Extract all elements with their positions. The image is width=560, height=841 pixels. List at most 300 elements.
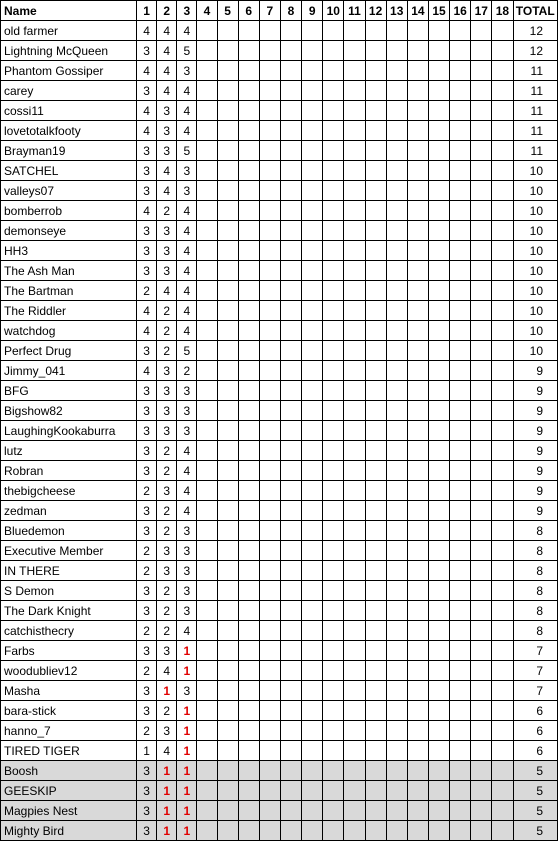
total-cell: 10 (513, 181, 558, 201)
score-cell: 4 (157, 81, 177, 101)
score-cell: 3 (136, 181, 156, 201)
round-column-header: 13 (386, 1, 407, 21)
empty-score-cell (259, 441, 280, 461)
empty-score-cell (259, 561, 280, 581)
empty-score-cell (365, 581, 386, 601)
table-row (1, 701, 558, 721)
empty-score-cell (302, 421, 323, 441)
empty-score-cell (217, 321, 238, 341)
empty-score-cell (471, 401, 492, 421)
empty-score-cell (365, 101, 386, 121)
empty-score-cell (450, 41, 471, 61)
score-cell: 1 (177, 701, 197, 721)
round-column-header: 10 (323, 1, 344, 21)
empty-score-cell (471, 361, 492, 381)
empty-score-cell (259, 741, 280, 761)
empty-score-cell (365, 161, 386, 181)
empty-score-cell (323, 201, 344, 221)
empty-score-cell (344, 341, 365, 361)
score-cell: 3 (136, 81, 156, 101)
score-cell: 4 (157, 281, 177, 301)
table-row (1, 281, 558, 301)
empty-score-cell (280, 741, 301, 761)
player-name-cell: Farbs (1, 641, 137, 661)
empty-score-cell (407, 561, 428, 581)
player-name-cell: bomberrob (1, 201, 137, 221)
empty-score-cell (365, 301, 386, 321)
player-name-cell: watchdog (1, 321, 137, 341)
empty-score-cell (450, 461, 471, 481)
empty-score-cell (323, 781, 344, 801)
empty-score-cell (492, 41, 513, 61)
score-cell: 1 (177, 781, 197, 801)
empty-score-cell (217, 41, 238, 61)
empty-score-cell (280, 541, 301, 561)
score-cell: 4 (177, 221, 197, 241)
empty-score-cell (344, 181, 365, 201)
empty-score-cell (365, 281, 386, 301)
empty-score-cell (197, 401, 217, 421)
empty-score-cell (323, 101, 344, 121)
empty-score-cell (238, 161, 259, 181)
empty-score-cell (344, 381, 365, 401)
empty-score-cell (386, 521, 407, 541)
empty-score-cell (365, 341, 386, 361)
empty-score-cell (280, 301, 301, 321)
empty-score-cell (386, 421, 407, 441)
empty-score-cell (386, 221, 407, 241)
empty-score-cell (302, 141, 323, 161)
table-row (1, 521, 558, 541)
empty-score-cell (492, 621, 513, 641)
total-cell: 5 (513, 761, 558, 781)
empty-score-cell (344, 41, 365, 61)
empty-score-cell (280, 801, 301, 821)
score-cell: 4 (177, 101, 197, 121)
empty-score-cell (365, 261, 386, 281)
empty-score-cell (492, 541, 513, 561)
empty-score-cell (365, 461, 386, 481)
score-cell: 1 (157, 781, 177, 801)
score-cell: 1 (177, 821, 197, 841)
score-cell: 3 (136, 381, 156, 401)
empty-score-cell (280, 521, 301, 541)
empty-score-cell (302, 81, 323, 101)
empty-score-cell (197, 521, 217, 541)
empty-score-cell (471, 581, 492, 601)
score-cell: 4 (177, 621, 197, 641)
score-cell: 1 (157, 681, 177, 701)
empty-score-cell (344, 501, 365, 521)
score-cell: 2 (136, 481, 156, 501)
empty-score-cell (471, 21, 492, 41)
empty-score-cell (280, 141, 301, 161)
empty-score-cell (365, 601, 386, 621)
empty-score-cell (428, 41, 449, 61)
empty-score-cell (280, 761, 301, 781)
empty-score-cell (365, 701, 386, 721)
empty-score-cell (407, 541, 428, 561)
empty-score-cell (450, 741, 471, 761)
table-row (1, 401, 558, 421)
empty-score-cell (471, 601, 492, 621)
score-cell: 3 (177, 181, 197, 201)
empty-score-cell (280, 721, 301, 741)
empty-score-cell (217, 221, 238, 241)
empty-score-cell (217, 701, 238, 721)
empty-score-cell (238, 321, 259, 341)
score-cell: 3 (177, 541, 197, 561)
empty-score-cell (428, 141, 449, 161)
empty-score-cell (197, 61, 217, 81)
empty-score-cell (344, 261, 365, 281)
empty-score-cell (280, 641, 301, 661)
empty-score-cell (492, 221, 513, 241)
empty-score-cell (450, 61, 471, 81)
round-column-header: 12 (365, 1, 386, 21)
empty-score-cell (407, 721, 428, 741)
empty-score-cell (492, 681, 513, 701)
player-name-cell: The Ash Man (1, 261, 137, 281)
empty-score-cell (259, 41, 280, 61)
empty-score-cell (365, 661, 386, 681)
round-column-header: 8 (280, 1, 301, 21)
score-cell: 3 (136, 141, 156, 161)
empty-score-cell (450, 701, 471, 721)
score-cell: 4 (157, 741, 177, 761)
score-cell: 3 (177, 561, 197, 581)
empty-score-cell (407, 521, 428, 541)
score-cell: 4 (157, 21, 177, 41)
empty-score-cell (492, 741, 513, 761)
empty-score-cell (323, 221, 344, 241)
score-cell: 2 (136, 281, 156, 301)
empty-score-cell (217, 441, 238, 461)
empty-score-cell (197, 441, 217, 461)
empty-score-cell (217, 761, 238, 781)
empty-score-cell (197, 261, 217, 281)
empty-score-cell (407, 421, 428, 441)
empty-score-cell (450, 621, 471, 641)
empty-score-cell (365, 781, 386, 801)
empty-score-cell (344, 81, 365, 101)
empty-score-cell (217, 281, 238, 301)
score-cell: 4 (177, 481, 197, 501)
empty-score-cell (386, 441, 407, 461)
empty-score-cell (365, 121, 386, 141)
empty-score-cell (259, 281, 280, 301)
empty-score-cell (217, 341, 238, 361)
score-cell: 3 (157, 401, 177, 421)
empty-score-cell (386, 481, 407, 501)
empty-score-cell (217, 601, 238, 621)
empty-score-cell (386, 661, 407, 681)
empty-score-cell (280, 621, 301, 641)
empty-score-cell (238, 501, 259, 521)
empty-score-cell (492, 101, 513, 121)
score-cell: 3 (136, 801, 156, 821)
empty-score-cell (238, 441, 259, 461)
empty-score-cell (344, 301, 365, 321)
score-cell: 1 (177, 661, 197, 681)
empty-score-cell (259, 501, 280, 521)
table-row (1, 801, 558, 821)
empty-score-cell (386, 81, 407, 101)
table-row (1, 821, 558, 841)
empty-score-cell (344, 461, 365, 481)
empty-score-cell (365, 681, 386, 701)
empty-score-cell (197, 201, 217, 221)
empty-score-cell (450, 201, 471, 221)
score-cell: 4 (177, 321, 197, 341)
empty-score-cell (259, 461, 280, 481)
empty-score-cell (259, 761, 280, 781)
score-cell: 3 (136, 441, 156, 461)
empty-score-cell (280, 341, 301, 361)
empty-score-cell (197, 661, 217, 681)
empty-score-cell (407, 121, 428, 141)
empty-score-cell (386, 721, 407, 741)
empty-score-cell (344, 581, 365, 601)
empty-score-cell (428, 181, 449, 201)
empty-score-cell (323, 181, 344, 201)
empty-score-cell (365, 741, 386, 761)
empty-score-cell (280, 21, 301, 41)
player-name-cell: Boosh (1, 761, 137, 781)
player-name-cell: TIRED TIGER (1, 741, 137, 761)
empty-score-cell (259, 541, 280, 561)
empty-score-cell (238, 21, 259, 41)
empty-score-cell (428, 221, 449, 241)
player-name-cell: Masha (1, 681, 137, 701)
empty-score-cell (428, 821, 449, 841)
empty-score-cell (259, 601, 280, 621)
empty-score-cell (217, 641, 238, 661)
score-cell: 1 (177, 721, 197, 741)
empty-score-cell (238, 761, 259, 781)
score-cell: 4 (177, 441, 197, 461)
empty-score-cell (217, 301, 238, 321)
empty-score-cell (217, 401, 238, 421)
empty-score-cell (197, 321, 217, 341)
score-cell: 3 (136, 241, 156, 261)
table-row (1, 81, 558, 101)
empty-score-cell (344, 481, 365, 501)
table-row (1, 241, 558, 261)
empty-score-cell (407, 761, 428, 781)
empty-score-cell (259, 301, 280, 321)
empty-score-cell (259, 621, 280, 641)
total-cell: 7 (513, 681, 558, 701)
empty-score-cell (471, 81, 492, 101)
empty-score-cell (238, 261, 259, 281)
empty-score-cell (407, 441, 428, 461)
empty-score-cell (302, 381, 323, 401)
empty-score-cell (386, 781, 407, 801)
score-cell: 4 (177, 201, 197, 221)
empty-score-cell (365, 501, 386, 521)
empty-score-cell (407, 481, 428, 501)
empty-score-cell (450, 581, 471, 601)
empty-score-cell (323, 741, 344, 761)
empty-score-cell (492, 121, 513, 141)
empty-score-cell (428, 81, 449, 101)
score-cell: 4 (157, 661, 177, 681)
empty-score-cell (428, 261, 449, 281)
player-name-cell: Phantom Gossiper (1, 61, 137, 81)
empty-score-cell (323, 441, 344, 461)
empty-score-cell (365, 381, 386, 401)
player-name-cell: carey (1, 81, 137, 101)
score-cell: 4 (177, 301, 197, 321)
table-row (1, 321, 558, 341)
score-cell: 4 (157, 61, 177, 81)
empty-score-cell (280, 181, 301, 201)
empty-score-cell (259, 221, 280, 241)
score-cell: 2 (157, 581, 177, 601)
player-name-cell: The Dark Knight (1, 601, 137, 621)
empty-score-cell (492, 281, 513, 301)
empty-score-cell (323, 41, 344, 61)
empty-score-cell (323, 641, 344, 661)
empty-score-cell (471, 101, 492, 121)
score-cell: 4 (136, 321, 156, 341)
score-cell: 1 (157, 761, 177, 781)
empty-score-cell (344, 101, 365, 121)
empty-score-cell (344, 781, 365, 801)
table-body (1, 21, 558, 841)
empty-score-cell (428, 301, 449, 321)
empty-score-cell (280, 241, 301, 261)
empty-score-cell (471, 541, 492, 561)
empty-score-cell (197, 581, 217, 601)
total-cell: 5 (513, 821, 558, 841)
table-row (1, 561, 558, 581)
table-row (1, 221, 558, 241)
table-row (1, 441, 558, 461)
empty-score-cell (471, 801, 492, 821)
score-cell: 1 (177, 761, 197, 781)
empty-score-cell (259, 241, 280, 261)
empty-score-cell (365, 321, 386, 341)
total-cell: 9 (513, 421, 558, 441)
score-cell: 4 (136, 21, 156, 41)
table-row (1, 181, 558, 201)
table-row (1, 421, 558, 441)
total-cell: 9 (513, 441, 558, 461)
empty-score-cell (492, 341, 513, 361)
empty-score-cell (238, 181, 259, 201)
empty-score-cell (197, 781, 217, 801)
empty-score-cell (492, 701, 513, 721)
score-cell: 2 (136, 661, 156, 681)
empty-score-cell (323, 501, 344, 521)
empty-score-cell (238, 701, 259, 721)
empty-score-cell (428, 601, 449, 621)
empty-score-cell (386, 121, 407, 141)
player-name-cell: The Riddler (1, 301, 137, 321)
empty-score-cell (344, 221, 365, 241)
empty-score-cell (323, 81, 344, 101)
empty-score-cell (344, 281, 365, 301)
empty-score-cell (217, 521, 238, 541)
score-cell: 3 (157, 141, 177, 161)
empty-score-cell (323, 761, 344, 781)
total-cell: 11 (513, 61, 558, 81)
empty-score-cell (323, 721, 344, 741)
empty-score-cell (238, 541, 259, 561)
empty-score-cell (238, 421, 259, 441)
empty-score-cell (344, 421, 365, 441)
empty-score-cell (471, 701, 492, 721)
score-cell: 3 (136, 581, 156, 601)
score-cell: 3 (177, 381, 197, 401)
empty-score-cell (450, 401, 471, 421)
empty-score-cell (259, 401, 280, 421)
score-cell: 5 (177, 341, 197, 361)
empty-score-cell (217, 421, 238, 441)
empty-score-cell (407, 361, 428, 381)
empty-score-cell (197, 181, 217, 201)
player-name-cell: S Demon (1, 581, 137, 601)
empty-score-cell (428, 441, 449, 461)
empty-score-cell (428, 281, 449, 301)
score-cell: 3 (136, 41, 156, 61)
empty-score-cell (302, 21, 323, 41)
score-cell: 2 (136, 561, 156, 581)
total-cell: 10 (513, 241, 558, 261)
player-name-cell: Bigshow82 (1, 401, 137, 421)
empty-score-cell (407, 321, 428, 341)
empty-score-cell (217, 61, 238, 81)
empty-score-cell (386, 741, 407, 761)
empty-score-cell (344, 541, 365, 561)
table-row (1, 661, 558, 681)
empty-score-cell (450, 681, 471, 701)
empty-score-cell (492, 581, 513, 601)
score-cell: 3 (177, 61, 197, 81)
empty-score-cell (302, 241, 323, 261)
empty-score-cell (407, 821, 428, 841)
empty-score-cell (407, 181, 428, 201)
empty-score-cell (238, 481, 259, 501)
empty-score-cell (365, 481, 386, 501)
score-cell: 3 (136, 401, 156, 421)
empty-score-cell (344, 321, 365, 341)
empty-score-cell (492, 161, 513, 181)
score-cell: 5 (177, 41, 197, 61)
empty-score-cell (217, 681, 238, 701)
table-row (1, 161, 558, 181)
empty-score-cell (365, 421, 386, 441)
round-column-header: 9 (302, 1, 323, 21)
score-cell: 4 (177, 81, 197, 101)
empty-score-cell (407, 161, 428, 181)
total-column-header: TOTAL (513, 1, 558, 21)
empty-score-cell (323, 541, 344, 561)
empty-score-cell (302, 301, 323, 321)
player-name-cell: lovetotalkfooty (1, 121, 137, 141)
empty-score-cell (471, 221, 492, 241)
score-cell: 2 (157, 461, 177, 481)
empty-score-cell (471, 461, 492, 481)
empty-score-cell (217, 501, 238, 521)
empty-score-cell (386, 501, 407, 521)
score-cell: 3 (136, 821, 156, 841)
empty-score-cell (259, 421, 280, 441)
table-row (1, 621, 558, 641)
empty-score-cell (471, 381, 492, 401)
